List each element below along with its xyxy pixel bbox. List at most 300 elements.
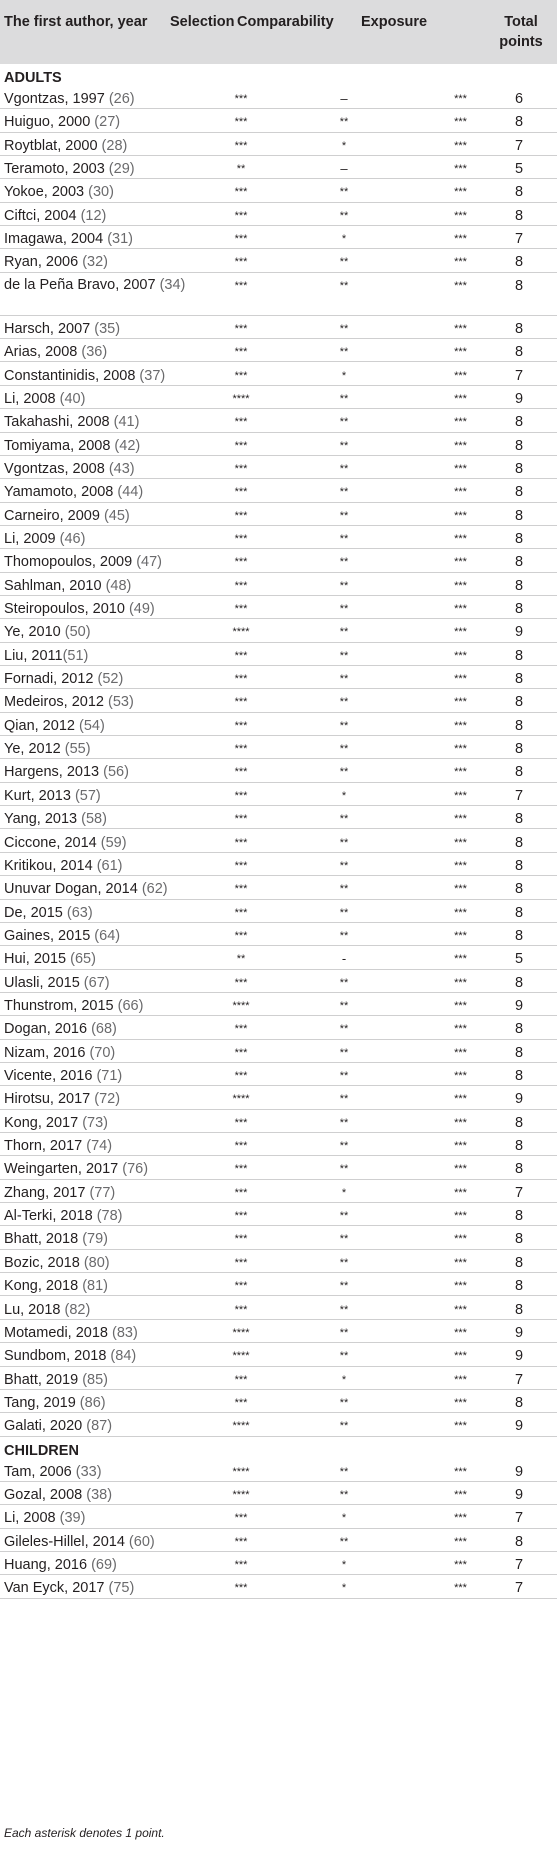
total-points: 8: [514, 857, 524, 874]
table-row: [0, 526, 557, 549]
table-row: [0, 339, 557, 362]
selection-score: ***: [234, 556, 248, 569]
comparability-score: **: [339, 509, 349, 522]
author-name: Nizam, 2016: [4, 1044, 90, 1061]
reference-number: (80): [83, 1254, 110, 1271]
selection-score: ***: [234, 883, 248, 896]
exposure-score: ***: [454, 1512, 467, 1525]
author-name: Ye, 2012: [4, 741, 65, 758]
author-name: Ciccone, 2014: [4, 834, 101, 851]
header-author: The first author, year: [4, 14, 148, 30]
table-row: [0, 386, 557, 409]
reference-number: (60): [128, 1533, 155, 1550]
selection-score: ***: [234, 369, 248, 382]
comparability-score: **: [339, 1256, 349, 1269]
selection-score: ****: [232, 1350, 250, 1363]
selection-score: ***: [234, 743, 248, 756]
comparability-score: *: [341, 789, 347, 802]
exposure-score: ***: [454, 673, 467, 686]
selection-score: ***: [234, 486, 248, 499]
exposure-score: ***: [454, 1465, 467, 1478]
header-exposure: Exposure: [361, 14, 428, 30]
comparability-score: *: [341, 1186, 347, 1199]
comparability-score: **: [339, 1465, 349, 1478]
comparability-score: **: [339, 976, 349, 989]
author-name: Imagawa, 2004: [4, 231, 108, 248]
selection-score: **: [236, 163, 246, 176]
author-cell: [4, 530, 85, 548]
author-name: Kritikou, 2014: [4, 857, 97, 874]
table-row: [0, 179, 557, 202]
total-points: 8: [514, 554, 524, 571]
reference-number: (53): [107, 694, 134, 711]
author-name: Li, 2008: [4, 1510, 60, 1527]
comparability-score: **: [339, 813, 349, 826]
reference-number: (51): [62, 647, 89, 664]
table-row: [0, 503, 557, 526]
selection-score: ****: [232, 999, 250, 1012]
comparability-score: **: [339, 929, 349, 942]
reference-number: (50): [64, 624, 91, 641]
author-cell: [4, 113, 120, 131]
comparability-score: **: [339, 462, 349, 475]
selection-score: ****: [232, 1326, 250, 1339]
total-points: 8: [514, 1044, 524, 1061]
reference-number: (40): [59, 390, 86, 407]
author-name: Tomiyama, 2008: [4, 437, 115, 454]
author-cell: [4, 904, 93, 922]
author-cell: [4, 997, 143, 1015]
section-title: CHILDREN: [4, 1442, 79, 1459]
author-cell: [4, 1090, 120, 1108]
reference-number: (31): [107, 231, 133, 248]
author-cell: [4, 1417, 112, 1435]
exposure-score: ***: [454, 462, 467, 475]
total-points: 8: [514, 207, 524, 224]
exposure-score: ***: [454, 929, 467, 942]
author-cell: [4, 1184, 115, 1202]
table-row: [0, 1203, 557, 1226]
reference-number: (68): [91, 1021, 117, 1038]
comparability-score: **: [339, 1116, 349, 1129]
total-points: 8: [514, 1394, 524, 1411]
author-cell: [4, 230, 133, 248]
exposure-score: ***: [454, 256, 467, 269]
total-points: 8: [514, 974, 524, 991]
selection-score: ***: [234, 719, 248, 732]
total-points: 5: [514, 161, 524, 178]
author-name: Qian, 2012: [4, 717, 79, 734]
reference-number: (57): [74, 787, 101, 804]
exposure-score: ***: [454, 186, 467, 199]
selection-score: ***: [234, 346, 248, 359]
total-points: 8: [514, 671, 524, 688]
selection-score: ***: [234, 186, 248, 199]
comparability-score: **: [339, 579, 349, 592]
reference-number: (69): [91, 1557, 117, 1573]
author-name: Motamedi, 2018: [4, 1324, 113, 1341]
exposure-score: ***: [454, 1116, 467, 1129]
author-cell: [4, 1114, 108, 1132]
author-cell: [4, 1230, 108, 1248]
selection-score: ***: [234, 1186, 248, 1199]
author-cell: [4, 693, 134, 711]
reference-number: (42): [114, 437, 141, 454]
author-cell: [4, 1277, 108, 1295]
reference-number: (85): [82, 1371, 108, 1388]
table-row: [0, 783, 557, 806]
author-cell: [4, 600, 155, 618]
selection-score: ***: [234, 1233, 248, 1246]
exposure-score: ***: [454, 163, 467, 176]
exposure-score: ***: [454, 1420, 467, 1433]
author-name: Li, 2008: [4, 390, 60, 407]
author-name: Bhatt, 2018: [4, 1231, 83, 1248]
selection-score: ***: [234, 1046, 248, 1059]
table-row: [0, 363, 557, 386]
reference-number: (26): [108, 91, 135, 107]
reference-number: (55): [64, 741, 91, 758]
exposure-score: ***: [454, 93, 467, 105]
table-row: [0, 1413, 557, 1436]
table-row: [0, 736, 557, 759]
table-row: [0, 273, 557, 316]
total-points: 8: [514, 460, 524, 477]
exposure-score: ***: [454, 766, 467, 779]
total-points: 9: [514, 1324, 524, 1341]
total-points: 7: [514, 787, 524, 804]
selection-score: ***: [234, 766, 248, 779]
reference-number: (32): [82, 254, 108, 271]
exposure-score: ***: [454, 1070, 467, 1082]
exposure-score: ***: [454, 486, 467, 499]
reference-number: (35): [94, 320, 121, 337]
table-row: [0, 1505, 557, 1528]
reference-number: (38): [86, 1486, 113, 1503]
comparability-score: **: [339, 1140, 349, 1153]
table-row: [0, 1273, 557, 1296]
author-name: Huang, 2016: [4, 1557, 92, 1573]
total-points: 8: [514, 437, 524, 454]
total-points: 7: [514, 137, 524, 154]
comparability-score: **: [339, 279, 349, 292]
exposure-score: ***: [454, 953, 467, 966]
comparability-score: *: [341, 139, 347, 152]
selection-score: ***: [234, 579, 248, 592]
total-points: 7: [514, 1557, 524, 1573]
table-row: [0, 806, 557, 829]
table-footnote: Each asterisk denotes 1 point.: [4, 1826, 165, 1840]
exposure-score: ***: [454, 906, 467, 919]
author-name: Galati, 2020: [4, 1418, 87, 1435]
exposure-score: ***: [454, 556, 467, 569]
total-points: 9: [514, 390, 524, 407]
comparability-score: **: [339, 1023, 349, 1036]
comparability-score: *: [341, 1373, 347, 1386]
table-row: [0, 456, 557, 479]
author-name: Ryan, 2006: [4, 254, 83, 271]
selection-score: ***: [234, 1535, 248, 1548]
author-cell: [4, 647, 88, 665]
total-points: 8: [514, 320, 524, 337]
author-name: Zhang, 2017: [4, 1184, 90, 1201]
reference-number: (58): [81, 811, 107, 828]
author-cell: [4, 1044, 115, 1062]
header-comparability: Comparability: [237, 14, 334, 30]
exposure-score: ***: [454, 789, 467, 802]
total-points: 8: [514, 114, 524, 131]
comparability-score: **: [339, 1046, 349, 1059]
author-name: Liu, 2011: [4, 647, 63, 664]
author-name: Dogan, 2016: [4, 1021, 92, 1038]
total-points: 9: [514, 997, 524, 1014]
author-name: Vgontzas, 2008: [4, 460, 109, 477]
author-cell: [4, 717, 105, 735]
table-row: [0, 1367, 557, 1390]
total-points: 8: [514, 764, 524, 781]
selection-score: ***: [234, 859, 248, 872]
reference-number: (54): [78, 717, 105, 734]
table-row: [0, 133, 557, 156]
exposure-score: ***: [454, 883, 467, 896]
total-points: 9: [514, 1418, 524, 1435]
author-name: Vgontzas, 1997: [4, 91, 109, 107]
author-cell: [4, 1324, 138, 1342]
comparability-score: **: [339, 416, 349, 429]
author-name: Kurt, 2013: [4, 787, 75, 804]
author-cell: [4, 137, 127, 155]
total-points: 9: [514, 1486, 524, 1503]
comparability-score: **: [339, 836, 349, 849]
table-row: [0, 1250, 557, 1273]
total-points: 8: [514, 1278, 524, 1295]
author-cell: [4, 1556, 117, 1574]
reference-number: (79): [82, 1231, 108, 1248]
exposure-score: ***: [454, 1186, 467, 1199]
exposure-score: ***: [454, 346, 467, 359]
exposure-score: ***: [454, 1140, 467, 1153]
author-name: Tam, 2006: [4, 1463, 76, 1480]
reference-number: (59): [100, 834, 127, 851]
exposure-score: ***: [454, 603, 467, 615]
selection-score: ***: [234, 322, 248, 335]
table-row: [0, 156, 557, 179]
table-row: [0, 1459, 557, 1482]
exposure-score: ***: [454, 1256, 467, 1269]
selection-score: ***: [234, 1116, 248, 1129]
author-name: Lu, 2018: [4, 1301, 65, 1318]
author-cell: [4, 1067, 122, 1085]
total-points: 8: [514, 1138, 524, 1155]
selection-score: ****: [232, 392, 250, 405]
selection-score: ***: [234, 439, 248, 452]
reference-number: (63): [66, 904, 93, 921]
comparability-score: **: [339, 439, 349, 452]
author-cell: [4, 927, 120, 945]
total-points: 9: [514, 1348, 524, 1365]
total-points: 8: [514, 577, 524, 594]
selection-score: ***: [234, 416, 248, 429]
table-header: [0, 0, 557, 64]
reference-number: (41): [113, 414, 140, 431]
total-points: 8: [514, 277, 524, 294]
exposure-score: ***: [454, 649, 467, 662]
exposure-score: ***: [454, 1210, 467, 1223]
author-cell: [4, 623, 91, 641]
comparability-score: *: [341, 1559, 347, 1571]
exposure-score: ***: [454, 1559, 467, 1571]
table-row: [0, 970, 557, 993]
author-name: Huiguo, 2000: [4, 114, 95, 131]
author-name: Kong, 2018: [4, 1278, 83, 1295]
selection-score: ***: [234, 1280, 248, 1293]
selection-score: ***: [234, 789, 248, 802]
selection-score: ***: [234, 673, 248, 686]
author-cell: [4, 507, 130, 525]
reference-number: (81): [82, 1278, 109, 1295]
total-points: 9: [514, 1463, 524, 1480]
total-points: 9: [514, 624, 524, 641]
table-row: [0, 1552, 557, 1575]
selection-score: ****: [232, 1488, 250, 1501]
author-name: Ulasli, 2015: [4, 974, 84, 991]
author-cell: [4, 1394, 106, 1412]
author-cell: [4, 160, 135, 178]
total-points: 8: [514, 1301, 524, 1318]
exposure-score: ***: [454, 369, 467, 382]
reference-number: (64): [94, 927, 121, 944]
table-row: [0, 1482, 557, 1505]
table-row: [0, 596, 557, 619]
comparability-score: **: [339, 719, 349, 732]
table-row: [0, 900, 557, 923]
comparability-score: **: [339, 1280, 349, 1293]
exposure-score: ***: [454, 1233, 467, 1246]
author-cell: [4, 950, 96, 968]
comparability-score: **: [339, 532, 349, 545]
author-name: Harsch, 2007: [4, 320, 95, 337]
reference-number: (72): [94, 1091, 121, 1108]
exposure-score: ***: [454, 532, 467, 545]
selection-score: ***: [234, 1140, 248, 1153]
author-cell: [4, 183, 114, 201]
comparability-score: **: [339, 392, 349, 405]
selection-score: ***: [234, 813, 248, 826]
header-selection: Selection: [170, 14, 235, 30]
selection-score: ***: [234, 1023, 248, 1036]
reference-number: (44): [117, 484, 144, 501]
comparability-score: **: [339, 209, 349, 222]
selection-score: ***: [234, 1559, 248, 1571]
author-name: Bozic, 2018: [4, 1254, 84, 1271]
total-points: 8: [514, 1533, 524, 1550]
table-row: [0, 1180, 557, 1203]
reference-number: (12): [80, 207, 107, 224]
author-name: Hirotsu, 2017: [4, 1091, 95, 1108]
table-row: [0, 479, 557, 502]
table-row: [0, 409, 557, 432]
reference-number: (27): [94, 114, 121, 131]
selection-score: ***: [234, 836, 248, 849]
selection-score: ***: [234, 1303, 248, 1316]
total-points: 8: [514, 834, 524, 851]
total-points: 8: [514, 414, 524, 431]
comparability-score: **: [339, 186, 349, 199]
author-name: Hargens, 2013: [4, 764, 104, 781]
total-points: 8: [514, 1068, 524, 1084]
author-cell: [4, 390, 85, 408]
author-cell: [4, 740, 91, 758]
total-points: 8: [514, 927, 524, 944]
comparability-score: **: [339, 116, 349, 129]
author-name: Ye, 2010: [4, 624, 65, 641]
comparability-score: **: [339, 603, 349, 615]
selection-score: ***: [234, 929, 248, 942]
total-points: 6: [514, 91, 524, 107]
total-points: 8: [514, 484, 524, 501]
comparability-score: **: [339, 1420, 349, 1433]
comparability-score: –: [340, 161, 348, 177]
selection-score: ***: [234, 1582, 248, 1595]
selection-score: **: [236, 953, 246, 966]
author-cell: [4, 1020, 117, 1038]
total-points: 8: [514, 1161, 524, 1178]
table-row: [0, 549, 557, 572]
table-row: [0, 433, 557, 456]
total-points: 8: [514, 717, 524, 734]
header-total: Total points: [499, 14, 543, 50]
exposure-score: ***: [454, 392, 467, 405]
comparability-score: **: [339, 346, 349, 359]
table-row: [0, 993, 557, 1016]
comparability-score: **: [339, 696, 349, 709]
author-name: Medeiros, 2012: [4, 694, 108, 711]
table-row: [0, 666, 557, 689]
exposure-score: ***: [454, 743, 467, 756]
author-name: Unuvar Dogan, 2014: [4, 881, 142, 898]
selection-score: ***: [234, 1512, 248, 1525]
table-row: [0, 1110, 557, 1133]
comparability-score: **: [339, 673, 349, 686]
author-name: Van Eyck, 2017: [4, 1580, 109, 1597]
exposure-score: ***: [454, 1280, 467, 1293]
exposure-score: ***: [454, 579, 467, 592]
table-row: [0, 226, 557, 249]
author-cell: [4, 1301, 90, 1319]
author-name: Teramoto, 2003: [4, 161, 109, 178]
exposure-score: ***: [454, 999, 467, 1012]
comparability-score: *: [341, 1512, 347, 1525]
table-row: [0, 1086, 557, 1109]
author-cell: [4, 1371, 108, 1389]
table-row: [0, 946, 557, 969]
comparability-score: **: [339, 1535, 349, 1548]
exposure-score: ***: [454, 1046, 467, 1059]
exposure-score: ***: [454, 416, 467, 429]
total-points: 8: [514, 1114, 524, 1131]
author-name: Hui, 2015: [4, 951, 71, 968]
author-name: Bhatt, 2019: [4, 1371, 83, 1388]
exposure-score: ***: [454, 696, 467, 709]
table-row: [0, 1529, 557, 1552]
reference-number: (75): [108, 1580, 135, 1597]
selection-score: ***: [234, 509, 248, 522]
reference-number: (45): [103, 507, 130, 524]
exposure-score: ***: [454, 1582, 467, 1595]
exposure-score: ***: [454, 976, 467, 989]
total-points: 9: [514, 1091, 524, 1108]
comparability-score: **: [339, 649, 349, 662]
